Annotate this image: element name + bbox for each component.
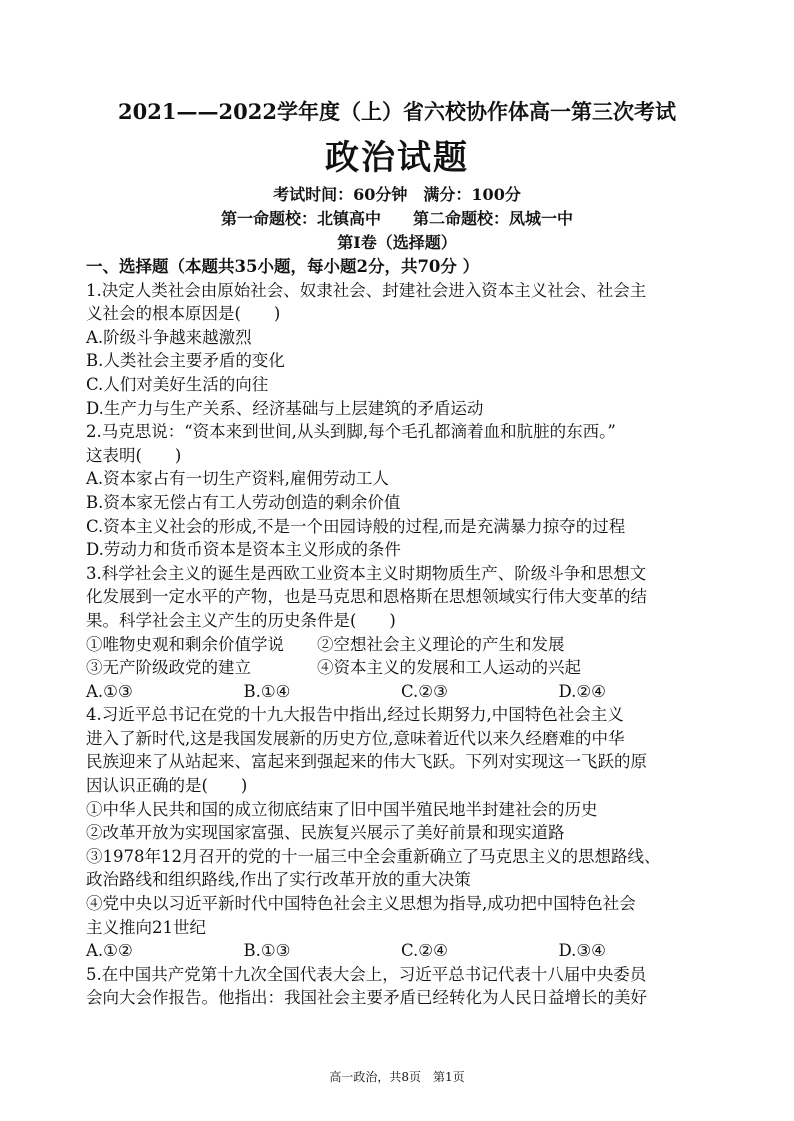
question-stem: 进入了新时代,这是我国发展新的历史方位,意味着近代以来久经磨难的中华	[86, 728, 625, 748]
section-heading: 一、选择题（本题共35小题，每小题2分，共70分 ）	[86, 257, 480, 276]
statement-item: 主义推向21世纪	[86, 917, 206, 937]
option-a: A.①③	[86, 681, 133, 701]
option-a: A.①②	[86, 941, 133, 961]
question-stem: 1.决定人类社会由原始社会、奴隶社会、封建社会进入资本主义社会、社会主	[86, 280, 647, 300]
question-2	[86, 420, 716, 562]
statement-items: ③无产阶级政党的建立 ④资本主义的发展和工人运动的兴起	[86, 658, 581, 678]
question-stem: 化发展到一定水平的产物，也是马克思和恩格斯在思想领域实行伟大变革的结	[86, 587, 647, 607]
question-4	[86, 703, 716, 963]
statement-item: 政治路线和组织路线,作出了实行改革开放的重大决策	[86, 870, 471, 890]
option-b: B.资本家无偿占有工人劳动创造的剩余价值	[86, 492, 401, 512]
option-d: D.③④	[558, 941, 606, 961]
page-footer: 高一政治，共8页 第1页	[329, 1070, 465, 1084]
exam-info: 考试时间：60分钟 满分：100分	[273, 185, 521, 204]
option-d: D.生产力与生产关系、经济基础与上层建筑的矛盾运动	[86, 398, 484, 418]
question-stem: 5.在中国共产党第十九次全国代表大会上，习近平总书记代表十八届中央委员	[86, 964, 647, 984]
question-body	[86, 255, 716, 1010]
setter-schools: 第一命题校：北镇高中 第二命题校：凤城一中	[220, 209, 573, 228]
option-b: B.①③	[243, 941, 291, 961]
statement-item: ②改革开放为实现国家富强、民族复兴展示了美好前景和现实道路	[86, 823, 565, 843]
question-stem: 果。科学社会主义产生的历史条件是( )	[86, 610, 396, 630]
answer-options	[86, 939, 716, 963]
question-stem: 会向大会作报告。他指出：我国社会主要矛盾已经转化为人民日益增长的美好	[86, 988, 647, 1008]
question-stem: 义社会的根本原因是( )	[86, 304, 281, 324]
option-a: A.阶级斗争越来越激烈	[86, 327, 252, 347]
question-stem: 4.习近平总书记在党的十九大报告中指出,经过长期努力,中国特色社会主义	[86, 705, 624, 725]
option-c: C.资本主义社会的形成,不是一个田园诗般的过程,而是充满暴力掠夺的过程	[86, 516, 626, 536]
question-stem: 民族迎来了从站起来、富起来到强起来的伟大飞跃。下列对实现这一飞跃的原	[86, 752, 647, 772]
statement-items: ①唯物史观和剩余价值学说 ②空想社会主义理论的产生和发展	[86, 634, 565, 654]
option-c: C.②③	[401, 681, 448, 701]
statement-item: ①中华人民共和国的成立彻底结束了旧中国半殖民地半封建社会的历史	[86, 799, 598, 819]
volume-title: 第Ⅰ卷（选择题）	[337, 233, 457, 252]
question-stem: 2.马克思说：“资本来到世间,从头到脚,每个毛孔都滴着血和肮脏的东西。”	[86, 422, 616, 442]
option-c: C.人们对美好生活的向往	[86, 374, 269, 394]
question-stem: 3.科学社会主义的诞生是西欧工业资本主义时期物质生产、阶级斗争和思想文	[86, 563, 647, 583]
question-stem: 因认识正确的是( )	[86, 776, 248, 796]
question-5	[86, 963, 716, 1010]
question-stem: 这表明( )	[86, 445, 182, 465]
option-b: B.①④	[243, 681, 291, 701]
subject-title: 政治试题	[325, 138, 469, 178]
option-c: C.②④	[401, 941, 448, 961]
exam-title: 2021——2022学年度（上）省六校协作体高一第三次考试	[118, 99, 676, 124]
option-a: A.资本家占有一切生产资料,雇佣劳动工人	[86, 469, 389, 489]
statement-item: ④党中央以习近平新时代中国特色社会主义思想为指导,成功把中国特色社会	[86, 894, 636, 914]
option-b: B.人类社会主要矛盾的变化	[86, 351, 285, 371]
statement-item: ③1978年12月召开的党的十一届三中全会重新确立了马克思主义的思想路线、	[86, 846, 661, 866]
question-3	[86, 562, 716, 704]
answer-options	[86, 680, 716, 704]
question-1	[86, 279, 716, 421]
option-d: D.②④	[558, 681, 606, 701]
option-d: D.劳动力和货币资本是资本主义形成的条件	[86, 540, 401, 560]
